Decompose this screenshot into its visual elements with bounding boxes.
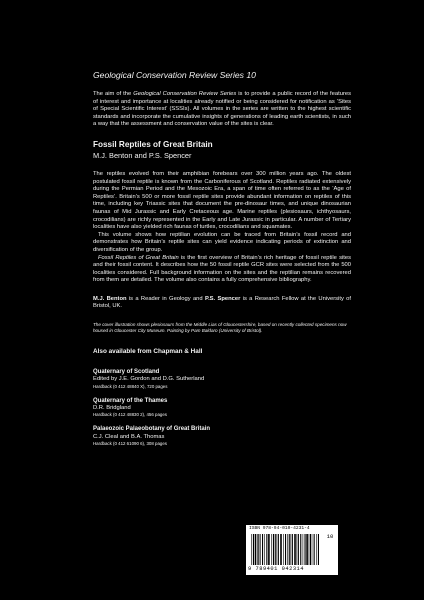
barcode-stripe bbox=[314, 534, 315, 565]
barcode-stripe bbox=[283, 534, 284, 565]
related-book-editors: Edited by J.E. Gordon and D.G. Sutherland bbox=[93, 376, 205, 383]
barcode-bars bbox=[250, 534, 320, 566]
barcode-stripe bbox=[309, 534, 310, 565]
barcode-stripe bbox=[289, 534, 290, 565]
description-p3-text: is the first overview of Britain’s rich heritage of fossil reptile sites and their fossil content. It describes how the 50 fossil reptile GCR sites were selected from the 500 localities considered. Full background information on the sites and the reptilian remains recovered from them are detailed. The volume also contains a fully comprehensive bibliography. bbox=[93, 254, 351, 284]
related-book-title: Quaternary of Scotland bbox=[93, 368, 160, 375]
bio-text-1: is a Reader in Geology and bbox=[126, 295, 205, 302]
series-intro bbox=[93, 91, 351, 129]
barcode-stripe bbox=[292, 534, 293, 565]
book-title: Fossil Reptiles of Great Britain bbox=[93, 139, 213, 149]
cover-text bbox=[93, 70, 351, 455]
intro-text-cont: is to provide a public record of the features of interest and importance at localities already notified or being considered for notification as ‘Sites of Special Scientific Interest’ (SSSIs). All volumes in the series are written to the highest scientific standards and incorporate the cumulative insights of generations of leading earth scientists, in such a way that the assessment and conservation value of the sites is clear. bbox=[93, 91, 351, 128]
related-titles bbox=[93, 369, 273, 447]
barcode-stripe bbox=[273, 534, 274, 565]
intro-series-name: Geological Conservation Review Series bbox=[133, 91, 237, 97]
barcode-number: 9 789401 042314 bbox=[248, 566, 305, 572]
barcode-stripe bbox=[262, 534, 263, 565]
barcode-stripe bbox=[287, 534, 288, 565]
cover-caption: The cover illustration shows plesiosaurs from the Middle Lias of Gloucestershire, based on recently collected specimens now housed in Gloucester City Museum. Painting by Pam Baldaro (University of Bristol). bbox=[93, 322, 347, 333]
barcode-stripe bbox=[303, 534, 304, 565]
barcode-stripe bbox=[275, 534, 276, 565]
barcode-stripe bbox=[298, 534, 299, 565]
also-available-heading: Also available from Chapman & Hall bbox=[93, 347, 203, 355]
related-book-editors: C.J. Cleal and B.A. Thomas bbox=[93, 433, 165, 440]
barcode-stripe bbox=[253, 534, 254, 565]
author-bio bbox=[93, 296, 351, 311]
bio-text-2: is a Research Fellow at the University of Bristol, UK. bbox=[93, 295, 351, 310]
barcode-stripe bbox=[297, 534, 298, 565]
author-1-name: M.J. Benton bbox=[93, 295, 127, 302]
description-p2: This volume shows how reptilian evolution can be traced from Britain’s fossil record and demonstrates how Britain’s reptile sites can yield evidence indicating periods of extinction and diversification of the group. bbox=[93, 231, 351, 253]
related-book-title: Quaternary of the Thames bbox=[93, 397, 168, 404]
barcode-stripe bbox=[257, 534, 258, 565]
author-2-name: P.S. Spencer bbox=[204, 295, 241, 302]
barcode-stripe bbox=[294, 534, 296, 565]
barcode-stripe bbox=[271, 534, 272, 565]
series-title: Geological Conservation Review Series 10 bbox=[93, 70, 256, 80]
related-book-meta: Hardback (0 412 48830 2), 456 pages bbox=[93, 412, 167, 418]
barcode-addon: 10 bbox=[326, 533, 334, 540]
description-p3 bbox=[93, 255, 351, 285]
barcode-stripe bbox=[280, 534, 282, 565]
related-book bbox=[93, 369, 273, 390]
barcode-stripe bbox=[300, 534, 301, 565]
isbn-label: ISBN 978-94-010-4231-4 bbox=[249, 526, 310, 531]
isbn-barcode bbox=[246, 525, 338, 575]
barcode-stripe bbox=[258, 534, 259, 565]
barcode-stripe bbox=[260, 534, 261, 565]
barcode-stripe bbox=[318, 534, 319, 565]
barcode-stripe bbox=[266, 534, 267, 565]
related-book-meta: Hardback (0 412 48840 X), 720 pages bbox=[93, 383, 168, 389]
description-p1: The reptiles evolved from their amphibian forebears over 300 million years ago. The oldest postulated fossil reptile is known from the Carboniferous of Scotland. Reptiles radiated extensively during the Permian Period and the Mesozoic Era, a span of time often referred to as the ‘Age of Reptiles’. Britain’s 500 or more fossil reptile sites provide abundant information on reptiles of this time, including key Triassic sites that document the pre-dinosaur times, and unique dinosaurian faunas of Mid Jurassic and Early Cretaceous age. Marine reptiles (plesiosaurs, ichthyosaurs, crocodilians) are richly represented in the Early and Late Jurassic in particular. A number of Tertiary localities have also yielded rich faunas of turtles, crocodilians and squamates. bbox=[93, 170, 351, 231]
barcode-stripe bbox=[305, 534, 306, 565]
intro-text: The aim of the bbox=[93, 91, 134, 97]
barcode-stripe bbox=[312, 534, 313, 565]
barcode-stripe bbox=[306, 534, 308, 565]
related-book-meta: Hardback (0 412 61090 6), 308 pages bbox=[93, 440, 167, 446]
barcode-stripe bbox=[264, 534, 265, 565]
related-book-editors: D.R. Bridgland bbox=[93, 405, 131, 412]
barcode-stripe bbox=[285, 534, 286, 565]
related-book-title: Palaeozoic Palaeobotany of Great Britain bbox=[93, 426, 211, 433]
related-book bbox=[93, 398, 273, 419]
description-book-title: Fossil Reptiles of Great Britain bbox=[98, 254, 179, 261]
barcode-stripe bbox=[310, 534, 311, 565]
barcode-stripe bbox=[291, 534, 292, 565]
related-book bbox=[93, 426, 273, 447]
barcode-stripe bbox=[268, 534, 270, 565]
barcode-stripe bbox=[277, 534, 278, 565]
barcode-stripe bbox=[251, 534, 252, 565]
barcode-stripe bbox=[255, 534, 257, 565]
barcode-stripe bbox=[278, 534, 279, 565]
book-authors: M.J. Benton and P.S. Spencer bbox=[93, 150, 192, 160]
barcode-stripe bbox=[316, 534, 317, 565]
